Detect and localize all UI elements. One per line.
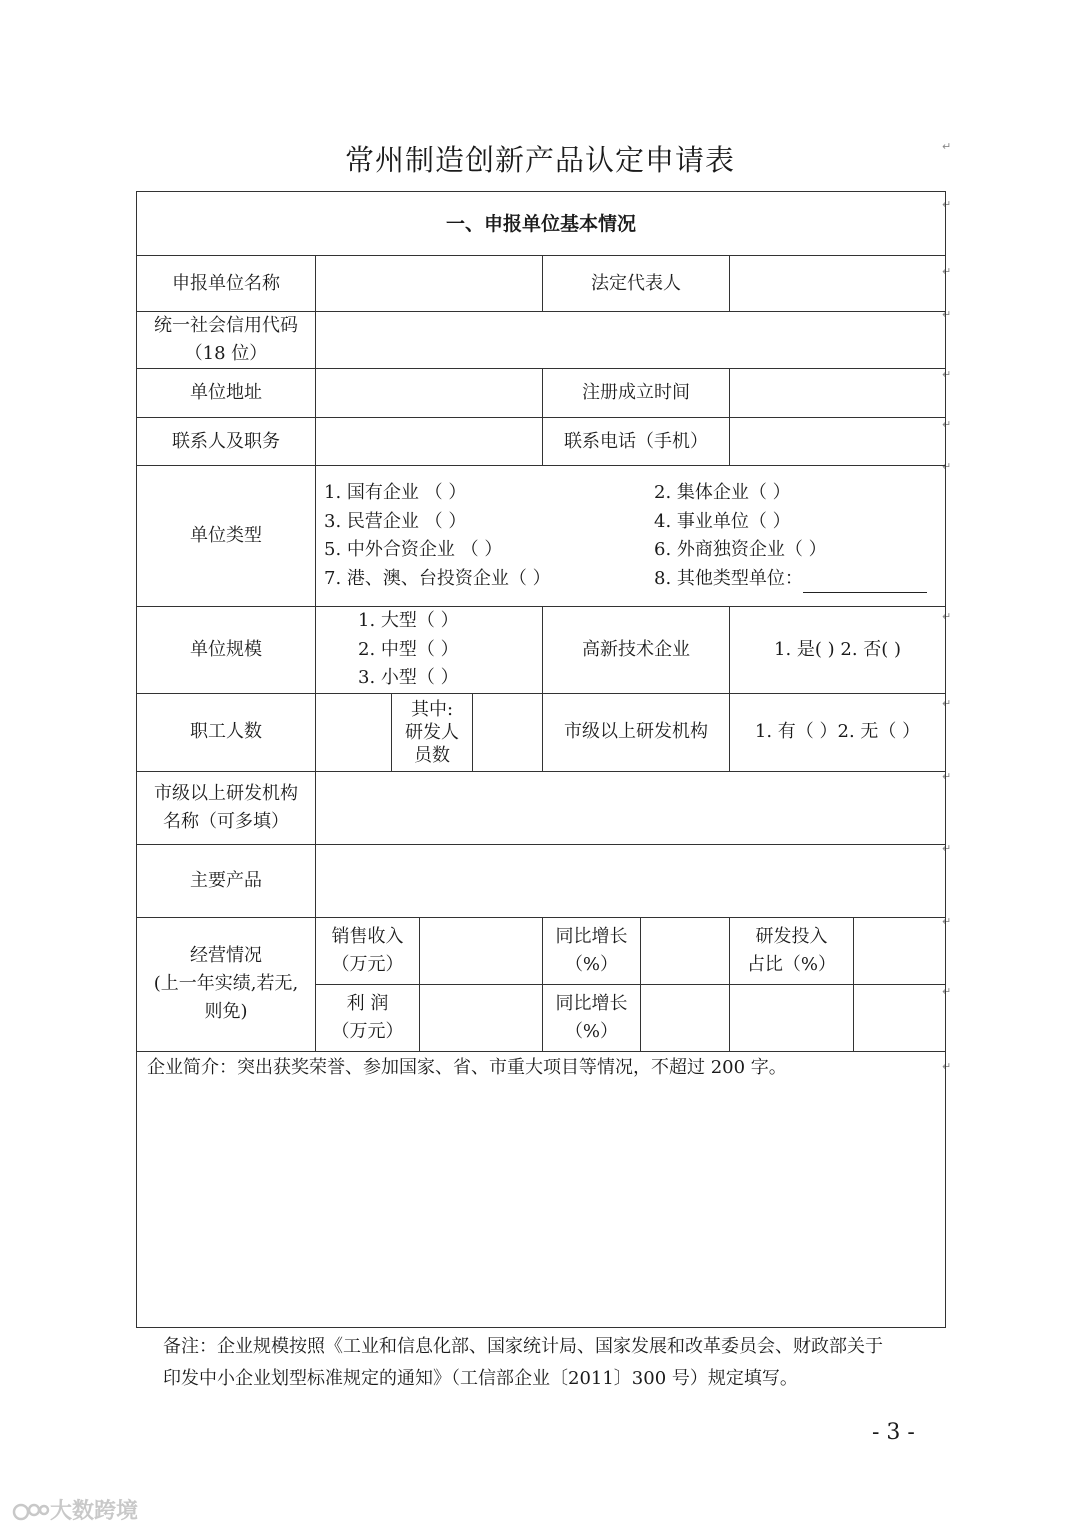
profit-field[interactable] [420, 984, 543, 1051]
scale-option[interactable]: 3. 小型（ ） [358, 667, 459, 688]
phone-field[interactable] [730, 418, 946, 466]
legal-rep-label: 法定代表人 [543, 256, 730, 312]
profit-yoy-label [543, 984, 641, 1051]
credit-code-label-line2: （18 位） [184, 343, 268, 364]
paragraph-mark: ↵ [942, 697, 952, 710]
sales-label [316, 917, 420, 984]
address-field[interactable] [316, 369, 543, 418]
rd-ratio-line1: 研发投入 [755, 925, 828, 947]
profit-label-line2: （万元） [331, 1020, 404, 1042]
section-heading: 一、申报单位基本情况 [137, 192, 946, 256]
unit-type-label: 单位类型 [137, 466, 316, 607]
paragraph-mark: ↵ [942, 1060, 952, 1073]
unit-type-option[interactable]: 4. 事业单位（ ） [654, 510, 791, 532]
scale-option[interactable]: 1. 大型（ ） [358, 610, 459, 631]
rd-staff-label-line1: 其中: [410, 698, 454, 720]
paragraph-mark: ↵ [942, 985, 952, 998]
rd-ratio-line2: 占比（%） [746, 953, 837, 975]
business-label-line2: (上一年实绩,若无, [153, 973, 299, 994]
rd-staff-label-line2: 研发人 [405, 721, 459, 743]
rd-staff-label [392, 693, 473, 771]
watermark-text: 大数跨境 [50, 1499, 139, 1524]
paragraph-mark: ↵ [942, 140, 952, 153]
profit-yoy-line1: 同比增长 [555, 992, 628, 1014]
empty-cell [854, 984, 946, 1051]
remark-note [163, 1331, 933, 1395]
rd-org-name-field[interactable] [316, 771, 946, 844]
unit-name-field[interactable] [316, 256, 543, 312]
profit-label-line1: 利 润 [346, 992, 389, 1014]
rd-staff-label-line3: 员数 [414, 744, 450, 766]
remark-line2: 印发中小企业划型标准规定的通知》（工信部企业〔2011〕300 号）规定填写。 [163, 1368, 798, 1389]
paragraph-mark: ↵ [942, 308, 952, 321]
paragraph-mark: ↵ [942, 915, 952, 928]
rd-ratio-label [730, 917, 854, 984]
paragraph-mark: ↵ [942, 770, 952, 783]
credit-code-field[interactable] [316, 312, 946, 369]
phone-label: 联系电话（手机） [543, 418, 730, 466]
paragraph-mark: ↵ [942, 198, 952, 211]
address-label: 单位地址 [137, 369, 316, 418]
profit-label [316, 984, 420, 1051]
unit-scale-options [316, 607, 543, 694]
unit-type-option[interactable]: 7. 港、澳、台投资企业（ ） [324, 567, 551, 589]
unit-type-option-other[interactable] [654, 565, 937, 594]
paragraph-mark: ↵ [942, 610, 952, 623]
contact-field[interactable] [316, 418, 543, 466]
company-intro-field[interactable]: 企业简介：突出获奖荣誉、参加国家、省、市重大项目等情况，不超过 200 字。 [137, 1051, 946, 1327]
employees-field[interactable] [316, 693, 392, 771]
main-products-field[interactable] [316, 844, 946, 917]
rd-org-label: 市级以上研发机构 [543, 693, 730, 771]
unit-type-option[interactable]: 1. 国有企业 （ ） [324, 482, 467, 503]
reg-time-label: 注册成立时间 [543, 369, 730, 418]
paragraph-mark: ↵ [942, 368, 952, 381]
rd-staff-field[interactable] [473, 693, 543, 771]
reg-time-field[interactable] [730, 369, 946, 418]
profit-yoy-line2: （%） [564, 1020, 619, 1042]
paragraph-mark: ↵ [942, 418, 952, 431]
unit-type-options [316, 466, 946, 607]
page-number: - 3 - [872, 1420, 915, 1445]
contact-label: 联系人及职务 [137, 418, 316, 466]
sales-label-line2: （万元） [331, 953, 404, 975]
sales-yoy-field[interactable] [641, 917, 730, 984]
sales-yoy-line2: （%） [564, 953, 619, 975]
legal-rep-field[interactable] [730, 256, 946, 312]
sales-yoy-label [543, 917, 641, 984]
business-label-line1: 经营情况 [190, 945, 262, 966]
unit-type-option[interactable]: 5. 中外合资企业 （ ） [324, 539, 503, 560]
unit-scale-label: 单位规模 [137, 607, 316, 694]
other-type-blank[interactable] [803, 572, 927, 593]
empty-cell [730, 984, 854, 1051]
sales-yoy-line1: 同比增长 [555, 925, 628, 947]
watermark-logo-icon [12, 1501, 50, 1523]
employees-label: 职工人数 [137, 693, 316, 771]
sales-field[interactable] [420, 917, 543, 984]
credit-code-label [137, 312, 316, 369]
watermark [12, 1494, 138, 1525]
unit-type-option[interactable]: 6. 外商独资企业（ ） [654, 539, 827, 560]
unit-type-option[interactable]: 3. 民营企业 （ ） [324, 510, 467, 532]
remark-line1: 备注：企业规模按照《工业和信息化部、国家统计局、国家发展和改革委员会、财政部关于 [163, 1336, 883, 1357]
profit-yoy-field[interactable] [641, 984, 730, 1051]
rd-ratio-field[interactable] [854, 917, 946, 984]
paragraph-mark: ↵ [942, 842, 952, 855]
application-form-table [136, 191, 946, 1328]
form-title: 常州制造创新产品认定申请表 [344, 143, 735, 177]
paragraph-mark: ↵ [942, 265, 952, 278]
rd-org-options[interactable]: 1. 有（ ）2. 无（ ） [730, 693, 946, 771]
scale-option[interactable]: 2. 中型（ ） [358, 638, 459, 660]
paragraph-mark: ↵ [942, 460, 952, 473]
unit-type-option: 8. 其他类型单位： [654, 567, 803, 589]
unit-type-option[interactable]: 2. 集体企业（ ） [654, 482, 791, 503]
credit-code-label-line1: 统一社会信用代码 [154, 315, 298, 336]
main-products-label: 主要产品 [137, 844, 316, 917]
unit-name-label: 申报单位名称 [137, 256, 316, 312]
rd-org-name-line1: 市级以上研发机构 [154, 782, 298, 804]
rd-org-name-label [137, 771, 316, 844]
sales-label-line1: 销售收入 [331, 925, 404, 947]
business-label-line3: 则免) [204, 1001, 248, 1022]
high-tech-options[interactable]: 1. 是( ) 2. 否( ) [730, 607, 946, 694]
business-label [137, 917, 316, 1051]
high-tech-label: 高新技术企业 [543, 607, 730, 694]
rd-org-name-line2: 名称（可多填） [163, 810, 289, 832]
